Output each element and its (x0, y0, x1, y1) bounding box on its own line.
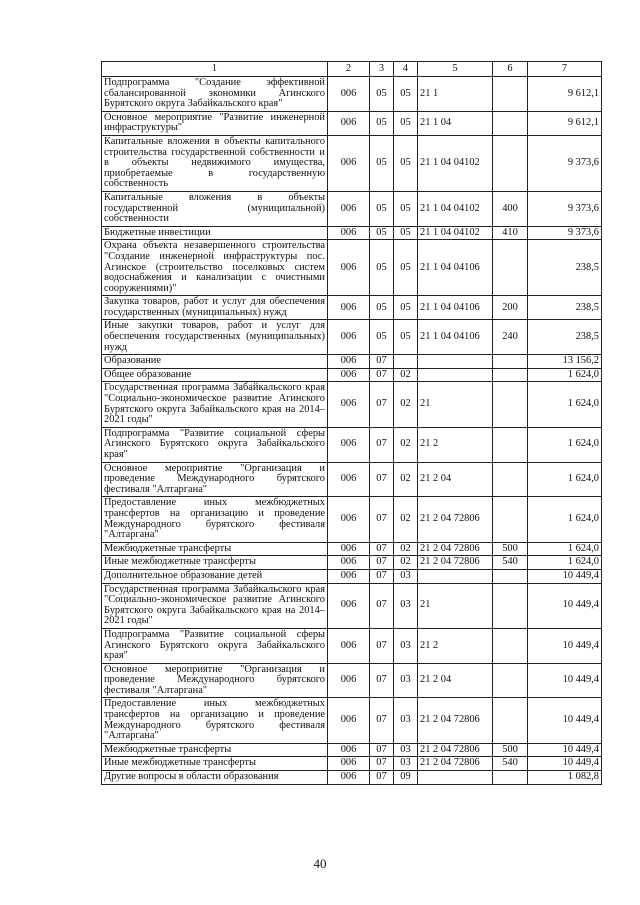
cell-subsection: 03 (394, 743, 418, 757)
cell-ministry-code: 006 (328, 542, 370, 556)
cell-amount: 13 156,2 (528, 355, 602, 369)
cell-subsection: 03 (394, 569, 418, 583)
cell-subsection: 05 (394, 191, 418, 226)
cell-name: Иные межбюджетные трансферты (102, 757, 328, 771)
cell-expense-type: 410 (493, 226, 528, 240)
cell-section: 05 (370, 111, 394, 135)
cell-amount: 238,5 (528, 296, 602, 320)
cell-name: Общее образование (102, 368, 328, 382)
cell-expense-type (493, 583, 528, 628)
cell-ministry-code: 006 (328, 111, 370, 135)
cell-name: Основное мероприятие "Организация и проведение Международного бурятского фестиваля "Алтаргана" (102, 663, 328, 698)
cell-expense-type: 200 (493, 296, 528, 320)
cell-subsection: 02 (394, 368, 418, 382)
cell-amount: 10 449,4 (528, 698, 602, 743)
cell-amount: 10 449,4 (528, 743, 602, 757)
cell-section: 07 (370, 382, 394, 427)
cell-amount: 9 612,1 (528, 111, 602, 135)
table-row (102, 663, 602, 698)
cell-ministry-code: 006 (328, 556, 370, 570)
column-header: 1 (102, 62, 328, 77)
cell-amount: 10 449,4 (528, 628, 602, 663)
cell-name: Закупка товаров, работ и услуг для обеспечения государственных (муниципальных) нужд (102, 296, 328, 320)
cell-ministry-code: 006 (328, 462, 370, 497)
cell-name: Образование (102, 355, 328, 369)
cell-expense-type (493, 111, 528, 135)
table-row (102, 462, 602, 497)
cell-target-article: 21 1 04 04102 (418, 191, 493, 226)
cell-subsection: 03 (394, 583, 418, 628)
table-row (102, 583, 602, 628)
cell-subsection: 03 (394, 698, 418, 743)
table-header-row (102, 62, 602, 77)
cell-expense-type: 500 (493, 542, 528, 556)
cell-section: 07 (370, 569, 394, 583)
budget-table (101, 61, 602, 785)
table-row (102, 542, 602, 556)
cell-section: 07 (370, 542, 394, 556)
cell-target-article (418, 771, 493, 785)
cell-name: Иные закупки товаров, работ и услуг для обеспечения государственных (муниципальных) нужд (102, 320, 328, 355)
table-row (102, 355, 602, 369)
table-row (102, 296, 602, 320)
cell-amount: 10 449,4 (528, 663, 602, 698)
cell-ministry-code: 006 (328, 569, 370, 583)
cell-subsection: 05 (394, 77, 418, 112)
cell-target-article: 21 1 04 04106 (418, 240, 493, 296)
cell-name: Иные межбюджетные трансферты (102, 556, 328, 570)
column-header: 7 (528, 62, 602, 77)
cell-section: 05 (370, 240, 394, 296)
cell-expense-type: 540 (493, 757, 528, 771)
cell-target-article: 21 2 04 72806 (418, 556, 493, 570)
cell-target-article: 21 2 (418, 628, 493, 663)
cell-ministry-code: 006 (328, 427, 370, 462)
cell-expense-type: 500 (493, 743, 528, 757)
cell-section: 07 (370, 583, 394, 628)
document-page (101, 61, 601, 785)
cell-amount: 238,5 (528, 240, 602, 296)
cell-expense-type (493, 569, 528, 583)
cell-ministry-code: 006 (328, 583, 370, 628)
cell-expense-type (493, 77, 528, 112)
cell-subsection: 05 (394, 240, 418, 296)
cell-name: Государственная программа Забайкальского края "Социально-экономическое развитие Агинского Бурятского округа Забайкальского края на 2014–2021 годы" (102, 583, 328, 628)
cell-target-article: 21 1 04 04106 (418, 320, 493, 355)
cell-ministry-code: 006 (328, 743, 370, 757)
page-number: 40 (313, 856, 327, 871)
table-row (102, 191, 602, 226)
table-row (102, 368, 602, 382)
cell-name: Другие вопросы в области образования (102, 771, 328, 785)
cell-subsection: 02 (394, 542, 418, 556)
cell-target-article: 21 2 04 (418, 663, 493, 698)
table-row (102, 569, 602, 583)
cell-expense-type (493, 382, 528, 427)
cell-amount: 1 624,0 (528, 497, 602, 542)
cell-subsection: 02 (394, 427, 418, 462)
column-header: 4 (394, 62, 418, 77)
cell-subsection: 05 (394, 320, 418, 355)
cell-ministry-code: 006 (328, 368, 370, 382)
table-row (102, 698, 602, 743)
cell-target-article: 21 1 04 (418, 111, 493, 135)
cell-section: 07 (370, 556, 394, 570)
cell-target-article: 21 2 04 72806 (418, 757, 493, 771)
cell-amount: 9 373,6 (528, 226, 602, 240)
cell-section: 07 (370, 743, 394, 757)
table-row (102, 757, 602, 771)
cell-target-article: 21 (418, 382, 493, 427)
cell-ministry-code: 006 (328, 240, 370, 296)
cell-amount: 10 449,4 (528, 569, 602, 583)
cell-amount: 238,5 (528, 320, 602, 355)
cell-ministry-code: 006 (328, 497, 370, 542)
cell-ministry-code: 006 (328, 320, 370, 355)
cell-amount: 1 624,0 (528, 368, 602, 382)
table-row (102, 382, 602, 427)
cell-target-article: 21 1 04 04102 (418, 226, 493, 240)
cell-section: 07 (370, 427, 394, 462)
table-row (102, 743, 602, 757)
cell-subsection: 03 (394, 628, 418, 663)
cell-subsection: 05 (394, 135, 418, 191)
column-header: 5 (418, 62, 493, 77)
cell-name: Предоставление иных межбюджетных трансфертов на организацию и проведение Международного бурятского фестиваля "Алтаргана" (102, 698, 328, 743)
cell-section: 05 (370, 135, 394, 191)
cell-target-article: 21 2 04 72806 (418, 743, 493, 757)
cell-section: 07 (370, 355, 394, 369)
table-row (102, 497, 602, 542)
cell-target-article: 21 1 04 04102 (418, 135, 493, 191)
cell-name: Межбюджетные трансферты (102, 542, 328, 556)
cell-name: Подпрограмма "Создание эффективной сбалансированной экономики Агинского Бурятского округа Забайкальского края" (102, 77, 328, 112)
cell-ministry-code: 006 (328, 191, 370, 226)
cell-name: Дополнительное образование детей (102, 569, 328, 583)
cell-target-article: 21 1 04 04106 (418, 296, 493, 320)
cell-amount: 9 373,6 (528, 135, 602, 191)
cell-name: Бюджетные инвестиции (102, 226, 328, 240)
cell-name: Охрана объекта незавершенного строительства "Создание инженерной инфраструктуры пос. Агинское (строительство поселковых систем водоснабжения и канализации с очистными сооружениями)" (102, 240, 328, 296)
cell-expense-type (493, 427, 528, 462)
cell-section: 05 (370, 191, 394, 226)
cell-section: 05 (370, 226, 394, 240)
cell-ministry-code: 006 (328, 771, 370, 785)
cell-expense-type: 240 (493, 320, 528, 355)
cell-amount: 1 624,0 (528, 462, 602, 497)
cell-ministry-code: 006 (328, 382, 370, 427)
cell-expense-type: 540 (493, 556, 528, 570)
cell-ministry-code: 006 (328, 135, 370, 191)
cell-section: 05 (370, 296, 394, 320)
cell-amount: 1 624,0 (528, 382, 602, 427)
cell-amount: 9 373,6 (528, 191, 602, 226)
cell-target-article (418, 355, 493, 369)
cell-subsection: 02 (394, 497, 418, 542)
cell-expense-type (493, 355, 528, 369)
cell-section: 07 (370, 462, 394, 497)
cell-amount: 1 624,0 (528, 542, 602, 556)
cell-name: Основное мероприятие "Развитие инженерной инфраструктуры" (102, 111, 328, 135)
cell-section: 07 (370, 368, 394, 382)
table-row (102, 111, 602, 135)
table-row (102, 320, 602, 355)
cell-section: 07 (370, 628, 394, 663)
table-row (102, 628, 602, 663)
cell-name: Подпрограмма "Развитие социальной сферы Агинского Бурятского округа Забайкальского края" (102, 628, 328, 663)
cell-subsection (394, 355, 418, 369)
cell-ministry-code: 006 (328, 296, 370, 320)
cell-expense-type (493, 698, 528, 743)
cell-target-article (418, 569, 493, 583)
column-header: 3 (370, 62, 394, 77)
cell-subsection: 03 (394, 663, 418, 698)
cell-ministry-code: 006 (328, 355, 370, 369)
cell-name: Капитальные вложения в объекты государственной (муниципальной) собственности (102, 191, 328, 226)
cell-expense-type (493, 771, 528, 785)
table-body (102, 77, 602, 785)
cell-name: Капитальные вложения в объекты капитального строительства государственной собственности и в объекты недвижимого имущества, приобретаемые в государственную собственность (102, 135, 328, 191)
cell-subsection: 05 (394, 226, 418, 240)
cell-subsection: 03 (394, 757, 418, 771)
cell-target-article: 21 2 (418, 427, 493, 462)
cell-amount: 10 449,4 (528, 583, 602, 628)
cell-name: Основное мероприятие "Организация и проведение Международного бурятского фестиваля "Алтаргана" (102, 462, 328, 497)
cell-section: 07 (370, 771, 394, 785)
column-header: 6 (493, 62, 528, 77)
cell-expense-type (493, 497, 528, 542)
column-header: 2 (328, 62, 370, 77)
cell-target-article (418, 368, 493, 382)
table-row (102, 77, 602, 112)
cell-expense-type: 400 (493, 191, 528, 226)
table-row (102, 226, 602, 240)
cell-subsection: 09 (394, 771, 418, 785)
cell-expense-type (493, 663, 528, 698)
cell-ministry-code: 006 (328, 663, 370, 698)
cell-name: Предоставление иных межбюджетных трансфертов на организацию и проведение Международного бурятского фестиваля "Алтаргана" (102, 497, 328, 542)
cell-subsection: 05 (394, 296, 418, 320)
cell-name: Межбюджетные трансферты (102, 743, 328, 757)
cell-amount: 1 624,0 (528, 427, 602, 462)
cell-name: Подпрограмма "Развитие социальной сферы Агинского Бурятского округа Забайкальского края" (102, 427, 328, 462)
cell-amount: 1 082,8 (528, 771, 602, 785)
cell-expense-type (493, 628, 528, 663)
cell-expense-type (493, 462, 528, 497)
cell-ministry-code: 006 (328, 628, 370, 663)
cell-amount: 1 624,0 (528, 556, 602, 570)
cell-subsection: 05 (394, 111, 418, 135)
cell-section: 07 (370, 757, 394, 771)
cell-target-article: 21 2 04 72806 (418, 698, 493, 743)
cell-expense-type (493, 135, 528, 191)
cell-section: 07 (370, 497, 394, 542)
cell-target-article: 21 1 (418, 77, 493, 112)
cell-ministry-code: 006 (328, 226, 370, 240)
cell-section: 05 (370, 77, 394, 112)
cell-ministry-code: 006 (328, 77, 370, 112)
cell-amount: 10 449,4 (528, 757, 602, 771)
cell-expense-type (493, 368, 528, 382)
table-row (102, 427, 602, 462)
cell-section: 07 (370, 663, 394, 698)
cell-target-article: 21 2 04 72806 (418, 497, 493, 542)
table-row (102, 556, 602, 570)
cell-target-article: 21 2 04 (418, 462, 493, 497)
cell-section: 07 (370, 698, 394, 743)
table-row (102, 771, 602, 785)
table-row (102, 240, 602, 296)
cell-name: Государственная программа Забайкальского края "Социально-экономическое развитие Агинского Бурятского округа Забайкальского края на 2014–2021 годы" (102, 382, 328, 427)
cell-ministry-code: 006 (328, 698, 370, 743)
table-row (102, 135, 602, 191)
cell-subsection: 02 (394, 382, 418, 427)
cell-section: 05 (370, 320, 394, 355)
cell-ministry-code: 006 (328, 757, 370, 771)
cell-expense-type (493, 240, 528, 296)
cell-target-article: 21 (418, 583, 493, 628)
cell-amount: 9 612,1 (528, 77, 602, 112)
cell-target-article: 21 2 04 72806 (418, 542, 493, 556)
cell-subsection: 02 (394, 556, 418, 570)
cell-subsection: 02 (394, 462, 418, 497)
